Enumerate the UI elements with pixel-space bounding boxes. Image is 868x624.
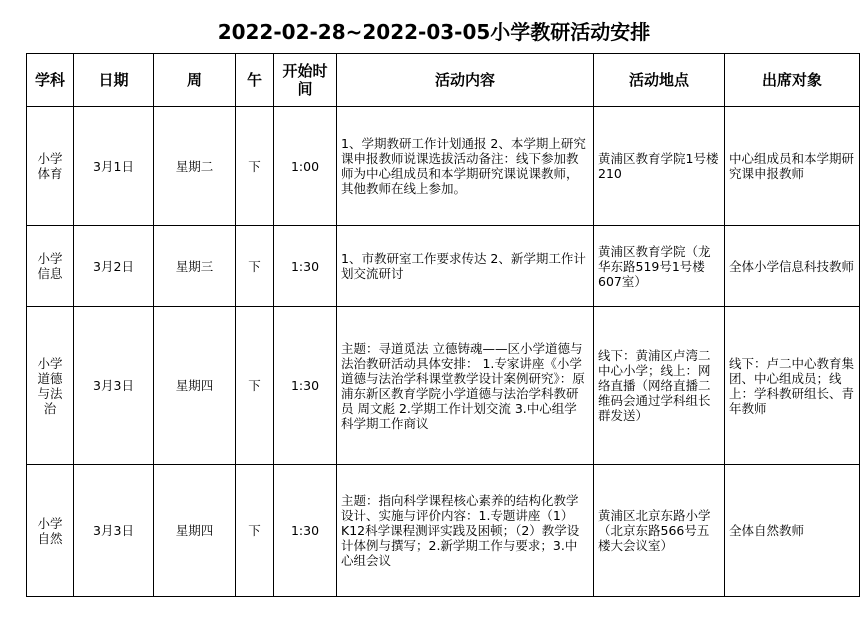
- header-weekday: 周: [154, 54, 236, 107]
- date-cell: 3月3日: [74, 465, 154, 597]
- attendees-cell: 全体自然教师: [725, 465, 860, 597]
- subject-cell: 小学自然: [27, 465, 74, 597]
- content-cell: 主题：寻道觅法 立德铸魂——区小学道德与法治教研活动具体安排： 1.专家讲座《小学道德与法治学科课堂教学设计案例研究》：原浦东新区教育学院小学道德与法治学科教研员 周文彪 2.学期工作计划交流 3.中心组学科学期工作商议: [337, 307, 594, 465]
- header-subject: 学科: [27, 54, 74, 107]
- header-location: 活动地点: [594, 54, 725, 107]
- attendees-cell: 全体小学信息科技教师: [725, 226, 860, 307]
- date-cell: 3月1日: [74, 107, 154, 226]
- header-noon: 午: [236, 54, 274, 107]
- content-cell: 1、学期教研工作计划通报 2、本学期上研究课申报教师说课选拔活动备注：线下参加教师为中心组成员和本学期研究课说课教师，其他教师在线上参加。: [337, 107, 594, 226]
- subject-cell: 小学信息: [27, 226, 74, 307]
- noon-cell: 下: [236, 465, 274, 597]
- weekday-cell: 星期二: [154, 107, 236, 226]
- header-content: 活动内容: [337, 54, 594, 107]
- schedule-table: [26, 53, 860, 597]
- location-cell: 黄浦区教育学院（龙华东路519号1号楼607室）: [594, 226, 725, 307]
- noon-cell: 下: [236, 107, 274, 226]
- noon-cell: 下: [236, 307, 274, 465]
- header-start-time: 开始时间: [274, 54, 337, 107]
- location-cell: 黄浦区北京东路小学（北京东路566号五楼大会议室）: [594, 465, 725, 597]
- attendees-cell: 线下：卢二中心教育集团、中心组成员；线上：学科教研组长、青年教师: [725, 307, 860, 465]
- header-attendees: 出席对象: [725, 54, 860, 107]
- weekday-cell: 星期四: [154, 307, 236, 465]
- start-time-cell: 1:00: [274, 107, 337, 226]
- location-cell: 线下：黄浦区卢湾二中心小学；线上：网络直播（网络直播二维码会通过学科组长群发送）: [594, 307, 725, 465]
- table-header-row: [27, 54, 860, 107]
- noon-cell: 下: [236, 226, 274, 307]
- content-cell: 主题：指向科学课程核心素养的结构化教学设计、实施与评价内容：1.专题讲座（1）K12科学课程测评实践及困顿；（2）教学设计体例与撰写；2.新学期工作与要求；3.中心组会议: [337, 465, 594, 597]
- date-cell: 3月3日: [74, 307, 154, 465]
- subject-cell: 小学道德与法治: [27, 307, 74, 465]
- header-date: 日期: [74, 54, 154, 107]
- weekday-cell: 星期四: [154, 465, 236, 597]
- table-row: [27, 465, 860, 597]
- start-time-cell: 1:30: [274, 307, 337, 465]
- location-cell: 黄浦区教育学院1号楼210: [594, 107, 725, 226]
- table-row: [27, 226, 860, 307]
- table-row: [27, 107, 860, 226]
- subject-cell: 小学体育: [27, 107, 74, 226]
- attendees-cell: 中心组成员和本学期研究课申报教师: [725, 107, 860, 226]
- content-cell: 1、市教研室工作要求传达 2、新学期工作计划交流研讨: [337, 226, 594, 307]
- page-title: 2022-02-28~2022-03-05小学教研活动安排: [217, 20, 651, 44]
- start-time-cell: 1:30: [274, 226, 337, 307]
- weekday-cell: 星期三: [154, 226, 236, 307]
- table-row: [27, 307, 860, 465]
- start-time-cell: 1:30: [274, 465, 337, 597]
- date-cell: 3月2日: [74, 226, 154, 307]
